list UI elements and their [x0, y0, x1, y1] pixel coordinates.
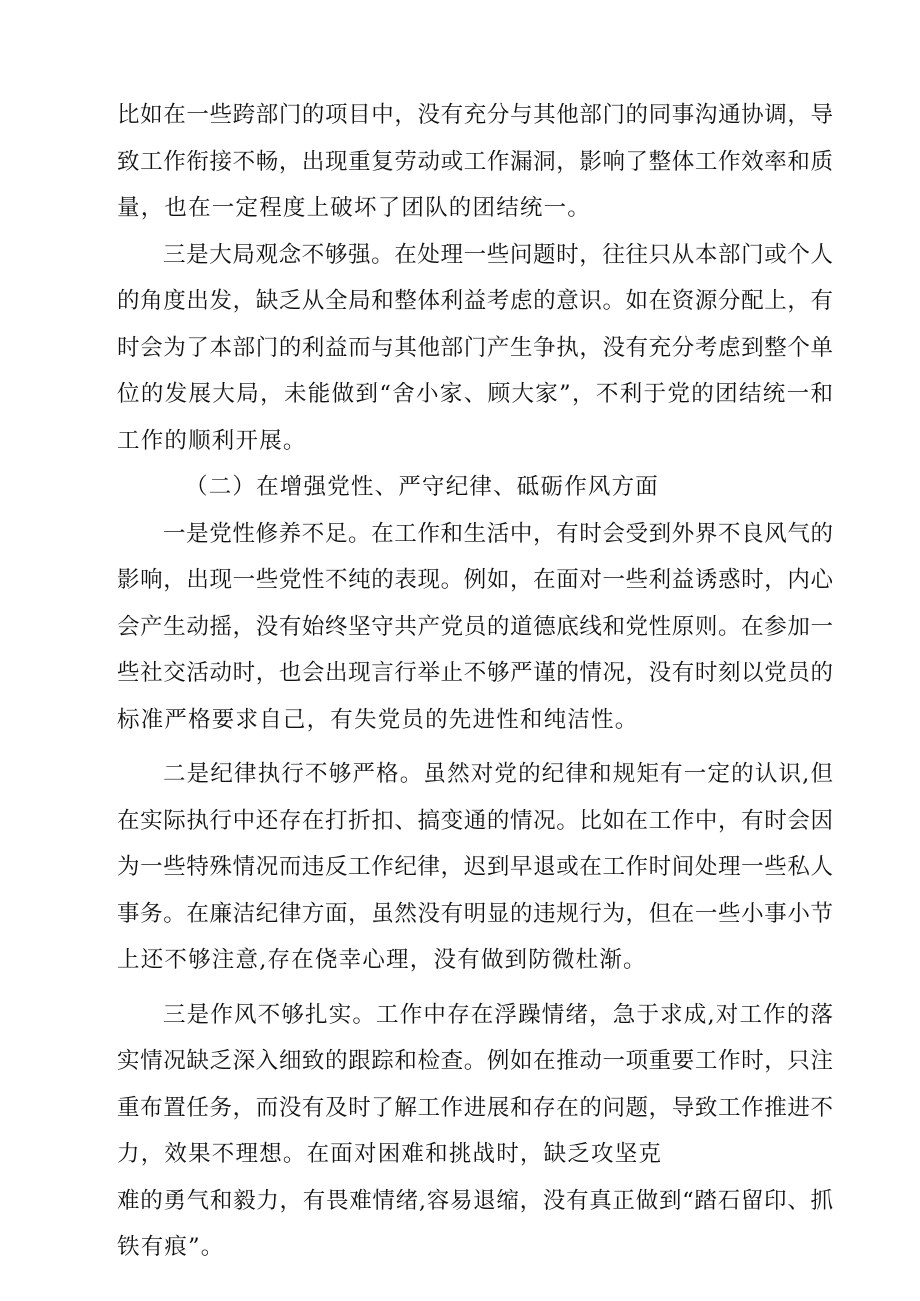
paragraph-first-line: 三是大局观念不够强。在处理一些问题时，往往只从本部门或个人 [163, 241, 833, 268]
document-body [117, 92, 833, 1271]
body-line: 实情况缺乏深入细致的跟踪和检查。例如在推动一项重要工作时，只注 [117, 1048, 833, 1074]
body-line: 难的勇气和毅力，有畏难情绪,容易退缩，没有真正做到“踏石留印、抓 [117, 1187, 833, 1214]
body-line: 铁有痕”。 [117, 1234, 225, 1260]
body-line: 量，也在一定程度上破坏了团队的团结统一。 [117, 195, 592, 221]
body-line: 些社交活动时，也会出现言行举止不够严谨的情况，没有时刻以党员的 [117, 660, 833, 686]
body-line: 为一些特殊情况而违反工作纪律，迟到早退或在工作时间处理一些私人 [117, 854, 833, 880]
body-line: 时会为了本部门的利益而与其他部门产生争执，没有充分考虑到整个单 [117, 334, 833, 361]
body-line: 的角度出发，缺乏从全局和整体利益考虑的意识。如在资源分配上，有 [117, 288, 833, 314]
paragraph-first-line: 二是纪律执行不够严格。虽然对党的纪律和规矩有一定的认识,但 [163, 761, 833, 787]
paragraph-gap [117, 984, 833, 992]
section-heading: （二）在增强党性、严守纪律、砥砺作风方面 [185, 474, 660, 500]
body-line: 致工作衔接不畅，出现重复劳动或工作漏洞，影响了整体工作效率和质 [117, 148, 833, 175]
body-line: 在实际执行中还存在打折扣、搞变通的情况。比如在工作中，有时会因 [117, 807, 833, 834]
body-line: 标准严格要求自己，有失党员的先进性和纯洁性。 [117, 706, 639, 733]
body-line: 会产生动摇，没有始终坚守共产党员的道德底线和党性原则。在参加一 [117, 613, 833, 640]
paragraph-gap [117, 743, 833, 751]
paragraph-first-line: 三是作风不够扎实。工作中存在浮躁情绪，急于求成,对工作的落 [163, 1001, 833, 1028]
body-line: 位的发展大局，未能做到“舍小家、顾大家”，不利于党的团结统一和 [117, 381, 833, 407]
body-line: 工作的顺利开展。 [117, 427, 307, 454]
paragraph-first-line: 一是党性修养不足。在工作和生活中，有时会受到外界不良风气的 [163, 520, 833, 547]
body-line: 比如在一些跨部门的项目中，没有充分与其他部门的同事沟通协调，导 [117, 102, 833, 128]
body-line: 事务。在廉洁纪律方面，虽然没有明显的违规行为，但在一些小事小节 [117, 900, 833, 927]
body-line: 力，效果不理想。在面对困难和挑战时，缺乏攻坚克 [117, 1141, 663, 1167]
body-line: 上还不够注意,存在侥幸心理，没有做到防微杜渐。 [117, 947, 647, 973]
body-line: 影响，出现一些党性不纯的表现。例如，在面对一些利益诱惑时，内心 [117, 567, 833, 593]
body-line: 重布置任务，而没有及时了解工作进展和存在的问题，导致工作推进不 [117, 1094, 833, 1121]
